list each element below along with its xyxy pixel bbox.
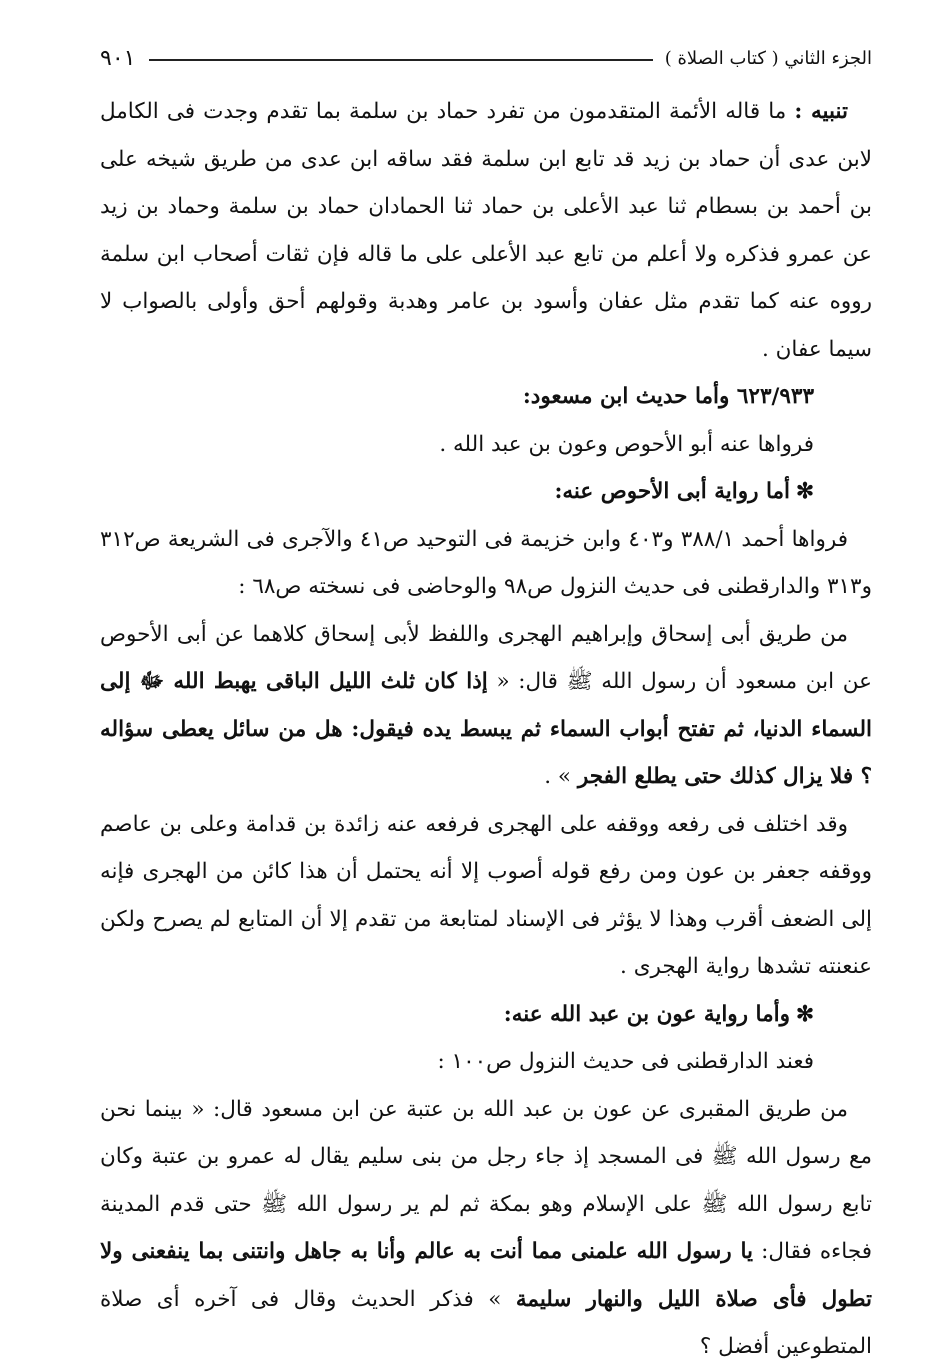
paragraph-ikhtilaf: وقد اختلف فى رفعه ووقفه على الهجرى فرفعه عنه زائدة بن قدامة وعلى بن عاصم ووقفه جعفر بن عون ومن رفع قوله أصوب إلا أنه يحتمل أن هذا كائن من الهجرى فإنه إلى الضعف أقرب وهذا لا يؤثر فى الإسناد لمتابعة من تقدم إلا أن المتابع لم يصرح ولكن عنعنته تشدها رواية الهجرى . xyxy=(100,811,872,979)
section-heading-ibn-masud: ٦٢٣/٩٣٣ وأما حديث ابن مسعود: xyxy=(522,384,814,409)
hadith-end: » . xyxy=(544,764,578,789)
paragraph-hadith-amr xyxy=(100,1086,872,1371)
paragraph-sources: فرواها أحمد ٣٨٨/١ و٤٠٣ وابن خزيمة فى التوحيد ص٤١ والآجرى فى الشريعة ص٣١٢ و٣١٣ والدارقطنى فى حديث النزول ص٩٨ والوحاضى فى نسخته ص٦٨ : xyxy=(100,526,872,599)
hadith-chain-text: من طريق أبى إسحاق وإبراهيم الهجرى واللفظ لأبى إسحاق كلاهما عن أبى الأحوص عن ابن مسعود أن رسول الله ﷺ قال: « xyxy=(100,621,872,694)
page-body xyxy=(100,88,872,1371)
hadith-amr-text: من طريق المقبرى عن عون بن عبد الله بن عتبة عن ابن مسعود قال: « بينما نحن مع رسول الله ﷺ فى المسجد إذ جاء رجل من بنى سليم يقال له عمرو بن عتبة وكان تابع رسول الله ﷺ على الإسلام وهو بمكة ثم لم ير رسول الله ﷺ حتى قدم المدينة فجاءه فقال: xyxy=(100,1096,872,1264)
bullet-star-icon: ✻ xyxy=(795,1001,814,1027)
bullet-star-icon: ✻ xyxy=(795,479,814,504)
header-title: الجزء الثاني ( كتاب الصلاة ) xyxy=(664,47,872,69)
note-text: ما قاله الأئمة المتقدمون من تفرد حماد بن سلمة بما تقدم وجدت فى الكامل لابن عدى أن حماد بن زيد قد تابع ابن سلمة فقد ساقه ابن عدى من طريق شيخه على بن أحمد بن بسطام ثنا عبد الأعلى بن حماد ثنا الحمادان حماد بن سلمة وحماد بن زيد عن عمرو فذكره ولا أعلم من تابع عبد الأعلى على ما قاله فإن ثقات أصحاب ابن سلمة رووه عنه كما تقدم مثل عفان وأسود بن عامر وهدبة وقولهم أحق وأولى بالصواب لا سيما عفان . xyxy=(100,99,872,362)
hadith-amr-end: » فذكر الحديث وقال فى آخره أى صلاة المتطوعين أفضل ؟ xyxy=(100,1286,872,1359)
paragraph-hadith-nuzul xyxy=(100,611,872,801)
subheading-abi-al-ahwas xyxy=(100,468,872,516)
header-rule xyxy=(149,59,652,61)
subheading-awn xyxy=(100,991,872,1039)
paragraph-narrators: فرواها عنه أبو الأحوص وعون بن عبد الله . xyxy=(439,431,814,457)
note-paragraph xyxy=(100,88,872,373)
subheading-awn-text: وأما رواية عون بن عبد الله عنه: xyxy=(503,1001,790,1027)
subheading-abi-al-ahwas-text: أما رواية أبى الأحوص عنه: xyxy=(554,479,790,504)
note-lead: تنبيه : xyxy=(794,99,848,124)
hadith-amr-bold: يا رسول الله علمنى مما أنت به عالم وأنا به جاهل وانتنى بما ينفعنى ولا تطول فأى صلاة الليل والنهار سليمة xyxy=(100,1239,872,1312)
paragraph-daraqutni: فعند الدارقطنى فى حديث النزول ص١٠٠ : xyxy=(437,1049,814,1074)
running-header xyxy=(100,40,872,76)
page-number: ٩٠١ xyxy=(100,45,136,71)
hadith-matn-text: إذا كان ثلث الليل الباقى يهبط الله ﷻ إلى السماء الدنيا، ثم تفتح أبواب السماء ثم يبسط يده فيقول: هل من سائل يعطى سؤاله ؟ فلا يزال كذلك حتى يطلع الفجر xyxy=(100,669,872,789)
